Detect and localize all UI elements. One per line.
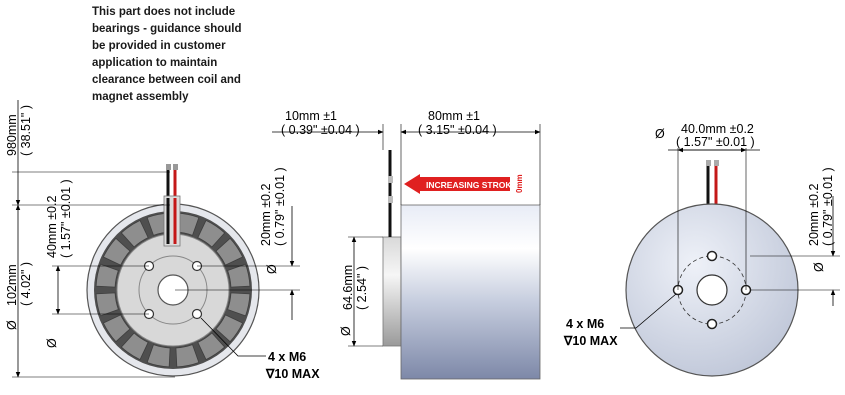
rear-offset-mm-label: 20mm ±0.2 xyxy=(807,183,821,246)
shaft-dia-mm-label: 64.6mm xyxy=(341,264,355,310)
outer-dia-in-label: ( 4.02" ) xyxy=(19,261,33,306)
rear-bore xyxy=(697,275,727,305)
shaft xyxy=(383,237,401,346)
wire-tip xyxy=(388,176,393,183)
bolt-circle-in-label: ( 1.57" ±0.01 ) xyxy=(59,179,73,258)
rear-holes-label: 4 x M6 xyxy=(566,317,605,331)
body-mm-label: 80mm ±1 xyxy=(428,109,481,123)
side-view xyxy=(272,109,540,379)
stroke-label: INCREASING STROKE xyxy=(426,180,518,190)
wire-tip xyxy=(166,164,171,170)
offset-dia-symbol: Ø xyxy=(265,264,279,274)
bolt-circle-mm-label: 40mm ±0.2 xyxy=(45,195,59,258)
rear-depth-label: ∇10 MAX xyxy=(564,334,618,348)
depth-label: ∇10 MAX xyxy=(266,367,320,381)
body-in-label: ( 3.15" ±0.04 ) xyxy=(418,123,497,137)
bearing-note: This part does not include bearings - guidance should be provided in customer application to maintain clearance between coil and magnet assembly xyxy=(92,6,242,103)
rear-dia-symbol: Ø xyxy=(655,127,665,141)
cable-sleeve xyxy=(164,196,180,246)
offset-mm-label: 20mm ±0.2 xyxy=(259,183,273,246)
offset-in-label: ( 0.79" ±0.01 ) xyxy=(273,167,287,246)
rear-offset-dia-symbol: Ø xyxy=(812,262,826,272)
right-view xyxy=(563,122,840,376)
rear-hole xyxy=(708,252,717,261)
wire-tip xyxy=(388,196,393,203)
shaft-dia-symbol: Ø xyxy=(339,326,353,336)
flange-in-label: ( 0.39" ±0.04 ) xyxy=(281,123,360,137)
main-body xyxy=(401,205,540,379)
rear-bolt-mm-label: 40.0mm ±0.2 xyxy=(681,122,754,136)
flange-mm-label: 10mm ±1 xyxy=(285,109,338,123)
height-mm-label: 980mm xyxy=(5,114,19,156)
rear-bolt-in-label: ( 1.57" ±0.01 ) xyxy=(676,135,755,149)
zero-label: 0mm xyxy=(515,174,524,193)
shaft-dia-in-label: ( 2.54" ) xyxy=(355,265,369,310)
dia-symbol: Ø xyxy=(5,320,19,330)
left-view xyxy=(5,100,320,381)
height-in-label: ( 38.51" ) xyxy=(19,105,33,156)
bolt-dia-symbol: Ø xyxy=(45,338,59,348)
rear-offset-in-label: ( 0.79" ±0.01 ) xyxy=(821,167,835,246)
wire-tip xyxy=(173,164,178,170)
outer-dia-mm-label: 102mm xyxy=(5,264,19,306)
rear-hole xyxy=(708,320,717,329)
holes-label: 4 x M6 xyxy=(268,350,307,364)
mounting-hole xyxy=(193,310,202,319)
